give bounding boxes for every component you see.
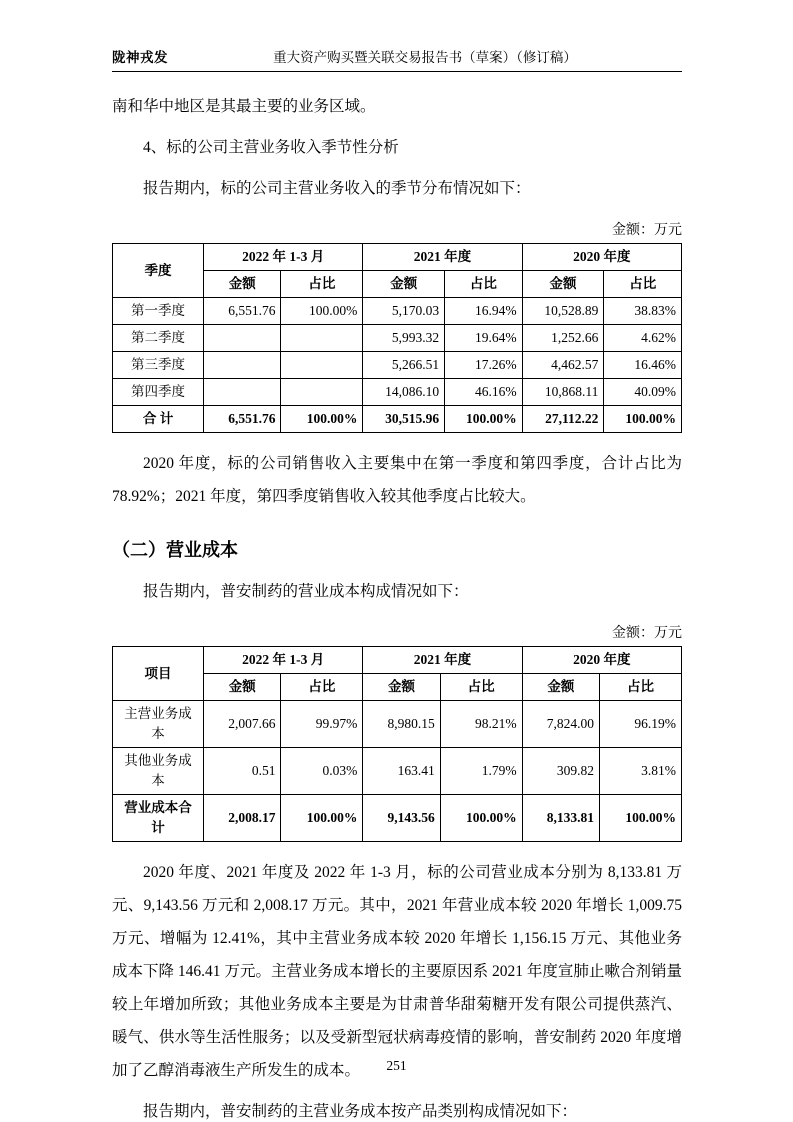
th-period-2021: 2021 年度 xyxy=(363,244,522,271)
table-header-row xyxy=(113,647,682,674)
cell-value: 96.19% xyxy=(600,701,682,748)
cell-value: 4,462.57 xyxy=(522,352,604,379)
th-quarter: 季度 xyxy=(113,244,204,298)
cell-value xyxy=(281,325,363,352)
cell-value xyxy=(204,379,281,406)
cell-value xyxy=(204,325,281,352)
row-label: 第四季度 xyxy=(113,379,204,406)
cell-value: 100.00% xyxy=(281,795,363,842)
table-row xyxy=(113,298,682,325)
row-label: 合 计 xyxy=(113,406,204,433)
cell-value: 0.51 xyxy=(204,748,281,795)
cost-table-wrapper xyxy=(112,646,682,842)
cell-value xyxy=(281,352,363,379)
cell-value xyxy=(204,352,281,379)
cell-value: 100.00% xyxy=(600,795,682,842)
header-divider xyxy=(112,71,682,72)
table-row xyxy=(113,325,682,352)
th-period-2020: 2020 年度 xyxy=(522,244,681,271)
page-header xyxy=(112,46,682,70)
section-heading-operating-cost: （二）营业成本 xyxy=(112,540,238,560)
row-label: 主营业务成本 xyxy=(113,701,204,748)
th-ratio-3: 占比 xyxy=(604,271,682,298)
cell-value: 5,993.32 xyxy=(363,325,445,352)
cell-value xyxy=(281,379,363,406)
paragraph-after-table2: 2020 年度、2021 年度及 2022 年 1-3 月，标的公司营业成本分别为 8,133.81 万元、9,143.56 万元和 2,008.17 万元。其中，2021 年营业成本较 2020 年增长 1,009.75 万元、增幅为 12.41%，其中主营业务成本较 2020 年增长 1,156.15 万元、其他业务成本下降 146.41 万元。主营业务成本增长的主要原因系 2021 年度宣肺止嗽合剂销量较上年增加所致；其他业务成本主要是为甘肃普华甜菊糖开发有限公司提供蒸汽、暖气、供水等生活性服务；以及受新型冠状病毒疫情的影响，普安制药 2020 年度增加了乙醇消毒液生产所发生的成本。 xyxy=(112,864,682,1079)
th-period-2022q1: 2022 年 1-3 月 xyxy=(204,647,363,674)
th-amount-1: 金额 xyxy=(204,674,281,701)
cell-value: 100.00% xyxy=(604,406,682,433)
th-item: 项目 xyxy=(113,647,204,701)
heading-seasonality: 4、标的公司主营业务收入季节性分析 xyxy=(143,139,399,156)
cell-value: 5,266.51 xyxy=(363,352,445,379)
cell-value: 100.00% xyxy=(440,795,522,842)
unit-label-1: 金额：万元 xyxy=(612,223,682,238)
th-ratio-2: 占比 xyxy=(440,674,522,701)
cell-value: 100.00% xyxy=(281,298,363,325)
row-label: 其他业务成本 xyxy=(113,748,204,795)
row-label: 第一季度 xyxy=(113,298,204,325)
th-ratio-1: 占比 xyxy=(281,271,363,298)
revenue-seasonality-table xyxy=(112,243,682,433)
cell-value: 1.79% xyxy=(440,748,522,795)
table-row xyxy=(113,701,682,748)
th-amount-2: 金额 xyxy=(363,271,445,298)
table-row xyxy=(113,748,682,795)
cell-value: 8,980.15 xyxy=(363,701,440,748)
cell-value: 9,143.56 xyxy=(363,795,440,842)
paragraph-last: 报告期内，普安制药的主营业务成本按产品类别构成情况如下： xyxy=(143,1103,578,1120)
cell-value: 40.09% xyxy=(604,379,682,406)
cell-value: 100.00% xyxy=(281,406,363,433)
cell-value: 6,551.76 xyxy=(204,406,281,433)
th-ratio-3: 占比 xyxy=(600,674,682,701)
table-total-row xyxy=(113,795,682,842)
header-company: 陇神戎发 xyxy=(112,50,168,65)
row-label: 营业成本合计 xyxy=(113,795,204,842)
cell-value: 7,824.00 xyxy=(522,701,599,748)
th-amount-3: 金额 xyxy=(522,674,599,701)
cell-value: 17.26% xyxy=(445,352,523,379)
table-header-row xyxy=(113,244,682,271)
cell-value: 5,170.03 xyxy=(363,298,445,325)
cell-value: 27,112.22 xyxy=(522,406,604,433)
th-amount-1: 金额 xyxy=(204,271,281,298)
cell-value: 1,252.66 xyxy=(522,325,604,352)
cell-value: 10,528.89 xyxy=(522,298,604,325)
paragraph-continued: 南和华中地区是其最主要的业务区域。 xyxy=(112,98,376,115)
cell-value: 2,007.66 xyxy=(204,701,281,748)
th-period-2020: 2020 年度 xyxy=(522,647,681,674)
cell-value: 30,515.96 xyxy=(363,406,445,433)
cell-value: 2,008.17 xyxy=(204,795,281,842)
th-period-2022q1: 2022 年 1-3 月 xyxy=(204,244,363,271)
th-period-2021: 2021 年度 xyxy=(363,647,522,674)
revenue-table-wrapper xyxy=(112,243,682,433)
cell-value: 163.41 xyxy=(363,748,440,795)
page-content xyxy=(112,46,682,1122)
cell-value: 3.81% xyxy=(600,748,682,795)
cell-value: 14,086.10 xyxy=(363,379,445,406)
cell-value: 99.97% xyxy=(281,701,363,748)
operating-cost-table xyxy=(112,646,682,842)
table-total-row xyxy=(113,406,682,433)
th-amount-3: 金额 xyxy=(522,271,604,298)
cell-value: 8,133.81 xyxy=(522,795,599,842)
cell-value: 0.03% xyxy=(281,748,363,795)
cell-value: 38.83% xyxy=(604,298,682,325)
header-title: 重大资产购买暨关联交易报告书（草案）（修订稿） xyxy=(273,50,577,65)
paragraph-intro-table1: 报告期内，标的公司主营业务收入的季节分布情况如下： xyxy=(143,180,531,197)
table-row xyxy=(113,352,682,379)
unit-label-2: 金额：万元 xyxy=(612,626,682,641)
th-amount-2: 金额 xyxy=(363,674,440,701)
th-ratio-2: 占比 xyxy=(445,271,523,298)
row-label: 第三季度 xyxy=(113,352,204,379)
cell-value: 10,868.11 xyxy=(522,379,604,406)
page-number: 251 xyxy=(386,1058,407,1073)
cell-value: 4.62% xyxy=(604,325,682,352)
cell-value: 16.94% xyxy=(445,298,523,325)
cell-value: 6,551.76 xyxy=(204,298,281,325)
cell-value: 16.46% xyxy=(604,352,682,379)
cell-value: 98.21% xyxy=(440,701,522,748)
cell-value: 46.16% xyxy=(445,379,523,406)
table-row xyxy=(113,379,682,406)
paragraph-after-table1: 2020 年度，标的公司销售收入主要集中在第一季度和第四季度，合计占比为 78.92%；2021 年度，第四季度销售收入较其他季度占比较大。 xyxy=(112,455,682,505)
paragraph-intro-table2: 报告期内，普安制药的营业成本构成情况如下： xyxy=(143,583,469,600)
cell-value: 309.82 xyxy=(522,748,599,795)
row-label: 第二季度 xyxy=(113,325,204,352)
cell-value: 100.00% xyxy=(445,406,523,433)
th-ratio-1: 占比 xyxy=(281,674,363,701)
cell-value: 19.64% xyxy=(445,325,523,352)
